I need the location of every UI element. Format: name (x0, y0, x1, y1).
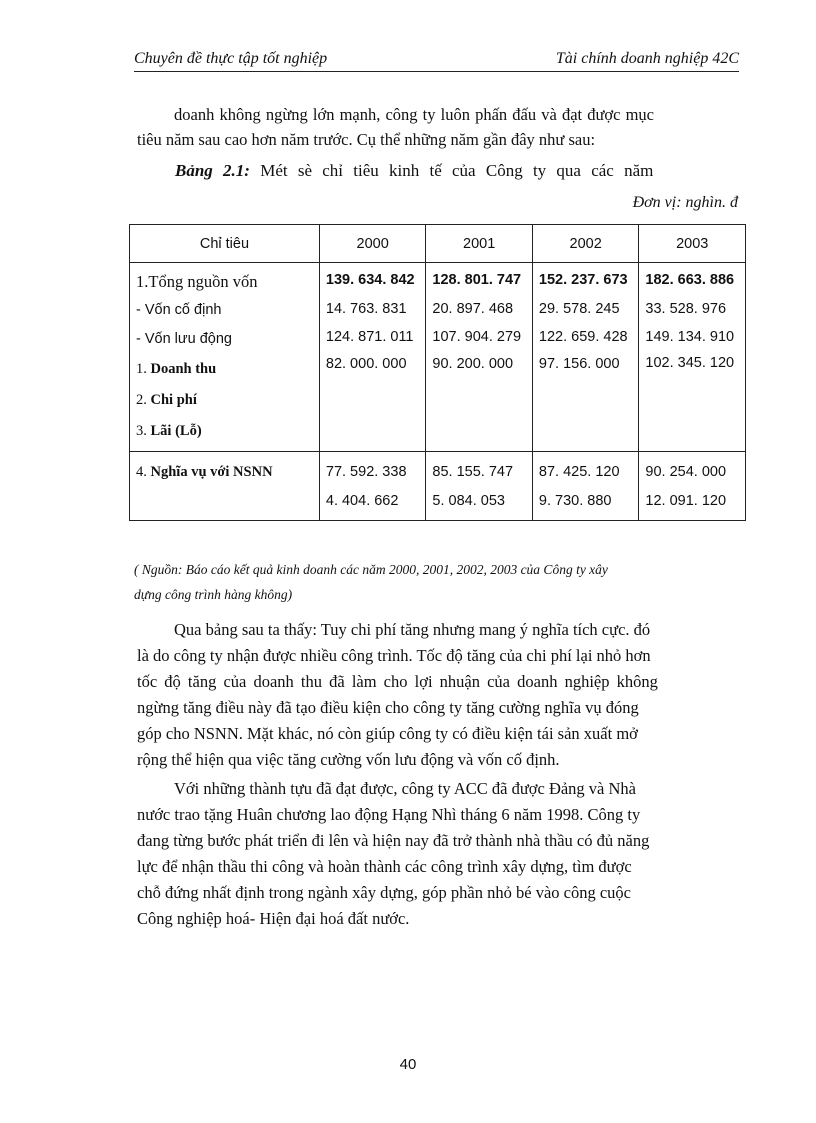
value-cell (639, 452, 746, 521)
revenue-value: 149. 134. 910 (645, 329, 735, 345)
intro-line: tiêu năm sau cao hơn năm trước. Cụ thể những năm gần đây như sau: (137, 130, 596, 149)
row-number: 2. (136, 392, 147, 408)
row-label: - Vốn cố định (136, 302, 222, 318)
nsnn-value-2: 5. 084. 053 (432, 493, 505, 509)
paragraph-line: lực để nhận thầu thi công và hoàn thành các công trình xây dựng, tìm được (137, 857, 632, 876)
table-caption (175, 161, 739, 181)
header-cell: Chỉ tiêu (130, 225, 320, 263)
total-capital-value: 182. 663. 886 (645, 272, 735, 288)
economic-indicators-table (129, 224, 746, 521)
total-capital-value: 152. 237. 673 (538, 272, 628, 288)
paragraph-line: đang từng bước phát triển đi lên và hiện nay đã trở thành nhà thầu có đủ năng (137, 831, 650, 850)
paragraph-line: góp cho NSNN. Mặt khác, nó còn giúp công ty có điều kiện tái sản xuất mở (137, 724, 638, 743)
table-source-note (134, 557, 744, 607)
paragraph-line: Công nghiệp hoá- Hiện đại hoá đất nước. (137, 909, 410, 928)
revenue-value: 122. 659. 428 (538, 329, 628, 345)
row-label (136, 458, 313, 487)
row-label-bold: Nghĩa vụ với NSNN (150, 464, 273, 480)
fixed-capital-value: 33. 528. 976 (645, 301, 727, 317)
value-cell (532, 452, 639, 521)
total-capital-value: 139. 634. 842 (325, 272, 415, 288)
value-cell (532, 263, 639, 452)
nsnn-value: 87. 425. 120 (538, 464, 620, 480)
row-label (136, 354, 313, 385)
nsnn-value: 85. 155. 747 (432, 464, 514, 480)
value-cell (426, 452, 533, 521)
table-row (130, 263, 746, 452)
cost-value: 97. 156. 000 (538, 356, 620, 372)
cost-value: 102. 345. 120 (645, 355, 735, 371)
revenue-value: 107. 904. 279 (432, 329, 522, 345)
label-cell (130, 263, 320, 452)
caption-text: Mét sè chỉ tiêu kinh tế của Công ty qua các năm (260, 161, 654, 180)
page-header (134, 49, 739, 72)
analysis-paragraph (137, 617, 739, 773)
fixed-capital-value: 14. 763. 831 (325, 301, 407, 317)
intro-line: doanh không ngừng lớn mạnh, công ty luôn phấn đấu và đạt được mục (174, 105, 655, 124)
value-cell (426, 263, 533, 452)
paragraph-line: Qua bảng sau ta thấy: Tuy chi phí tăng nhưng mang ý nghĩa tích cực. đó (174, 620, 651, 639)
header-left: Chuyên đề thực tập tốt nghiệp (134, 50, 328, 67)
header-cell: 2000 (319, 225, 426, 263)
paragraph-line: rộng thể hiện qua việc tăng cường vốn lưu động và vốn cố định. (137, 750, 560, 769)
nsnn-value: 90. 254. 000 (645, 464, 727, 480)
header-cell: 2003 (639, 225, 746, 263)
row-number: 1. (136, 361, 147, 377)
nsnn-value: 77. 592. 338 (325, 464, 407, 480)
header-cell: 2002 (532, 225, 639, 263)
paragraph-line: Với những thành tựu đã đạt được, công ty ACC đã được Đảng và Nhà (174, 779, 636, 798)
row-label-bold: Lãi (Lỗ) (150, 423, 202, 439)
value-cell (639, 263, 746, 452)
row-label: - Vốn lưu động (136, 331, 232, 347)
paragraph-line: tốc độ tăng của doanh thu đã làm cho lợi nhuận của doanh nghiệp không (137, 672, 658, 691)
paragraph-line: là do công ty nhận được nhiều công trình. Tốc độ tăng của chi phí lại nhỏ hơn (137, 646, 651, 665)
cost-value: 82. 000. 000 (325, 356, 407, 372)
source-line: ( Nguồn: Báo cáo kết quả kinh doanh các năm 2000, 2001, 2002, 2003 của Công ty xây (134, 562, 608, 577)
nsnn-value-2: 9. 730. 880 (538, 493, 612, 509)
revenue-value: 124. 871. 011 (325, 329, 414, 345)
value-cell (319, 263, 426, 452)
paragraph-line: nước trao tặng Huân chương lao động Hạng Nhì tháng 6 năm 1998. Công ty (137, 805, 641, 824)
total-capital-value: 128. 801. 747 (432, 272, 522, 288)
value-cell (319, 452, 426, 521)
caption-label: Bảng 2.1: (175, 161, 250, 180)
fixed-capital-value: 29. 578. 245 (538, 301, 620, 317)
row-label (136, 385, 313, 416)
fixed-capital-value: 20. 897. 468 (432, 301, 514, 317)
row-label: 1.Tổng nguồn vốn (136, 272, 258, 291)
row-label (136, 416, 313, 447)
nsnn-value-2: 12. 091. 120 (645, 493, 727, 509)
table-header-row (130, 225, 746, 263)
header-cell: 2001 (426, 225, 533, 263)
intro-paragraph (137, 102, 739, 152)
source-line: dựng công trình hàng không) (134, 587, 293, 602)
cost-value: 90. 200. 000 (432, 356, 514, 372)
table-row (130, 452, 746, 521)
row-label-bold: Doanh thu (150, 361, 217, 377)
row-number: 3. (136, 423, 147, 439)
nsnn-value-2: 4. 404. 662 (325, 493, 399, 509)
row-label-bold: Chi phí (150, 392, 197, 408)
paragraph-line: ngừng tăng điều này đã tạo điều kiện cho công ty tăng cường nghĩa vụ đóng (137, 698, 639, 717)
achievements-paragraph (137, 776, 739, 932)
paragraph-line: chỗ đứng nhất định trong ngành xây dựng, góp phần nhỏ bé vào công cuộc (137, 883, 631, 902)
header-right: Tài chính doanh nghiệp 42C (555, 50, 739, 67)
row-number: 4. (136, 464, 147, 480)
page-number: 40 (399, 1056, 417, 1073)
label-cell (130, 452, 320, 521)
unit-label: Đơn vị: nghìn. đ (632, 194, 738, 211)
